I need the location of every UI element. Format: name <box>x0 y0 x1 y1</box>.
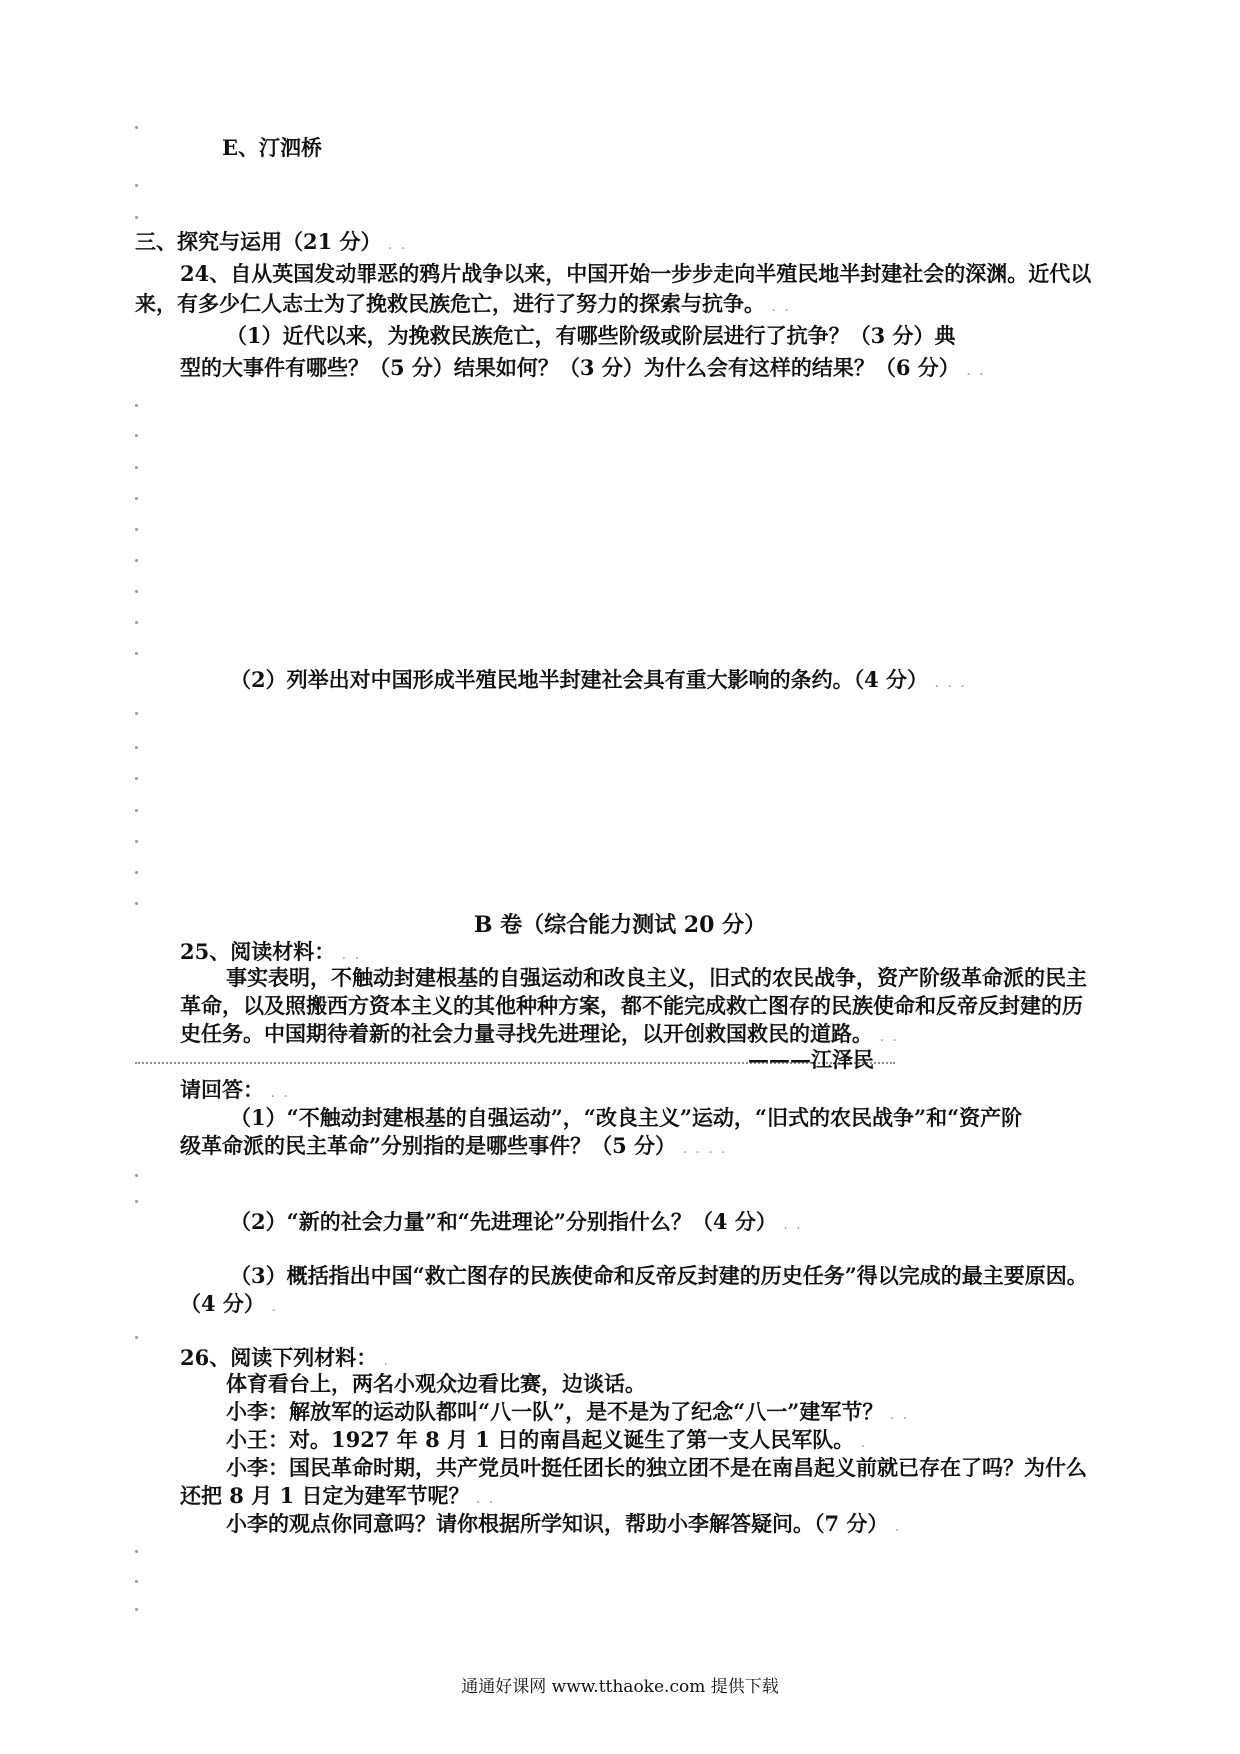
margin-dot <box>135 559 138 562</box>
option-e: E、汀泗桥 <box>222 135 323 160</box>
margin-dot <box>135 1550 138 1553</box>
q25-sub2: （2）“新的社会力量”和“先进理论”分别指什么？（4 分） . . <box>230 1209 803 1234</box>
margin-dot <box>135 621 138 624</box>
q25-material-line: 革命，以及照搬西方资本主义的其他种种方案，都不能完成救亡图存的民族使命和反帝反封建的历 <box>180 993 1083 1018</box>
margin-dot <box>135 184 138 187</box>
margin-dot <box>135 126 138 129</box>
margin-dot <box>135 777 138 780</box>
q26-line: 小李：国民革命时期，共产党员叶挺任团长的独立团不是在南昌起义前就已存在了吗？为什么 <box>226 1455 1087 1480</box>
margin-dot <box>135 809 138 812</box>
margin-dot <box>135 404 138 407</box>
q25-sub1-line: 级革命派的民主革命”分别指的是哪些事件？（5 分） . . . . <box>180 1133 728 1158</box>
q25-source: ———江泽民 <box>748 1047 874 1072</box>
q24-intro-line: 来，有多少仁人志士为了挽救民族危亡，进行了努力的探索与抗争。 . . <box>135 291 791 316</box>
q24-sub1-line: 型的大事件有哪些？（5 分）结果如何？（3 分）为什么会有这样的结果？（6 分） . . <box>180 355 986 380</box>
margin-dot <box>135 590 138 593</box>
part-b-title: B 卷（综合能力测试 20 分） <box>473 912 767 938</box>
q26-line: 小李：解放军的运动队都叫“八一队”，是不是为了纪念“八一”建军节？ . . <box>226 1399 910 1424</box>
margin-dot <box>135 871 138 874</box>
margin-dot <box>135 1336 138 1339</box>
q25-material-line: 事实表明，不触动封建根基的自强运动和改良主义，旧式的农民战争，资产阶级革命派的民主 <box>226 965 1087 990</box>
q26-label: 26、阅读下列材料： . <box>180 1345 391 1370</box>
q25-prompt: 请回答： . . <box>180 1077 290 1102</box>
footer-credit: 通通好课网 www.tthaoke.com 提供下载 <box>461 1677 779 1697</box>
q26-line: 体育看台上，两名小观众边看比赛，边谈话。 <box>226 1371 646 1396</box>
margin-dot <box>135 1608 138 1611</box>
q25-label: 25、阅读材料： . . <box>180 939 362 964</box>
q24-intro-line: 24、自从英国发动罪恶的鸦片战争以来，中国开始一步步走向半殖民地半封建社会的深渊。近代以 <box>180 261 1092 286</box>
q26-line: 还把 8 月 1 日定为建军节呢？ . . <box>180 1483 496 1508</box>
q24-sub2: （2）列举出对中国形成半殖民地半封建社会具有重大影响的条约。（4 分） . . . <box>230 667 967 692</box>
margin-dot <box>135 1200 138 1203</box>
q25-sub3-line: （4 分） . <box>180 1291 278 1316</box>
margin-dot <box>135 466 138 469</box>
margin-dot <box>135 902 138 905</box>
margin-dot <box>135 840 138 843</box>
margin-dot <box>135 1580 138 1583</box>
margin-dot <box>135 434 138 437</box>
margin-dot <box>135 497 138 500</box>
q26-line: 小王：对。1927 年 8 月 1 日的南昌起义诞生了第一支人民军队。 . <box>226 1427 868 1452</box>
margin-dot <box>135 1174 138 1177</box>
margin-dot <box>135 746 138 749</box>
margin-dot <box>135 528 138 531</box>
q25-material-line: 史任务。中国期待着新的社会力量寻找先进理论，以开创救国救民的道路。 . . <box>180 1021 899 1046</box>
section-heading: 三、探究与运用（21 分） . . <box>135 229 408 254</box>
margin-dot <box>135 712 138 715</box>
q26-line: 小李的观点你同意吗？请你根据所学知识，帮助小李解答疑问。（7 分） . <box>226 1511 902 1536</box>
q25-sub1-line: （1）“不触动封建根基的自强运动”，“改良主义”运动，“旧式的农民战争”和“资产阶 <box>230 1105 1023 1130</box>
margin-dot <box>135 652 138 655</box>
margin-dot <box>135 216 138 219</box>
q24-sub1-line: （1）近代以来，为挽救民族危亡，有哪些阶级或阶层进行了抗争？（3 分）典 <box>226 323 956 348</box>
q25-sub3-line: （3）概括指出中国“救亡图存的民族使命和反帝反封建的历史任务”得以完成的最主要原因。 <box>230 1263 1088 1288</box>
